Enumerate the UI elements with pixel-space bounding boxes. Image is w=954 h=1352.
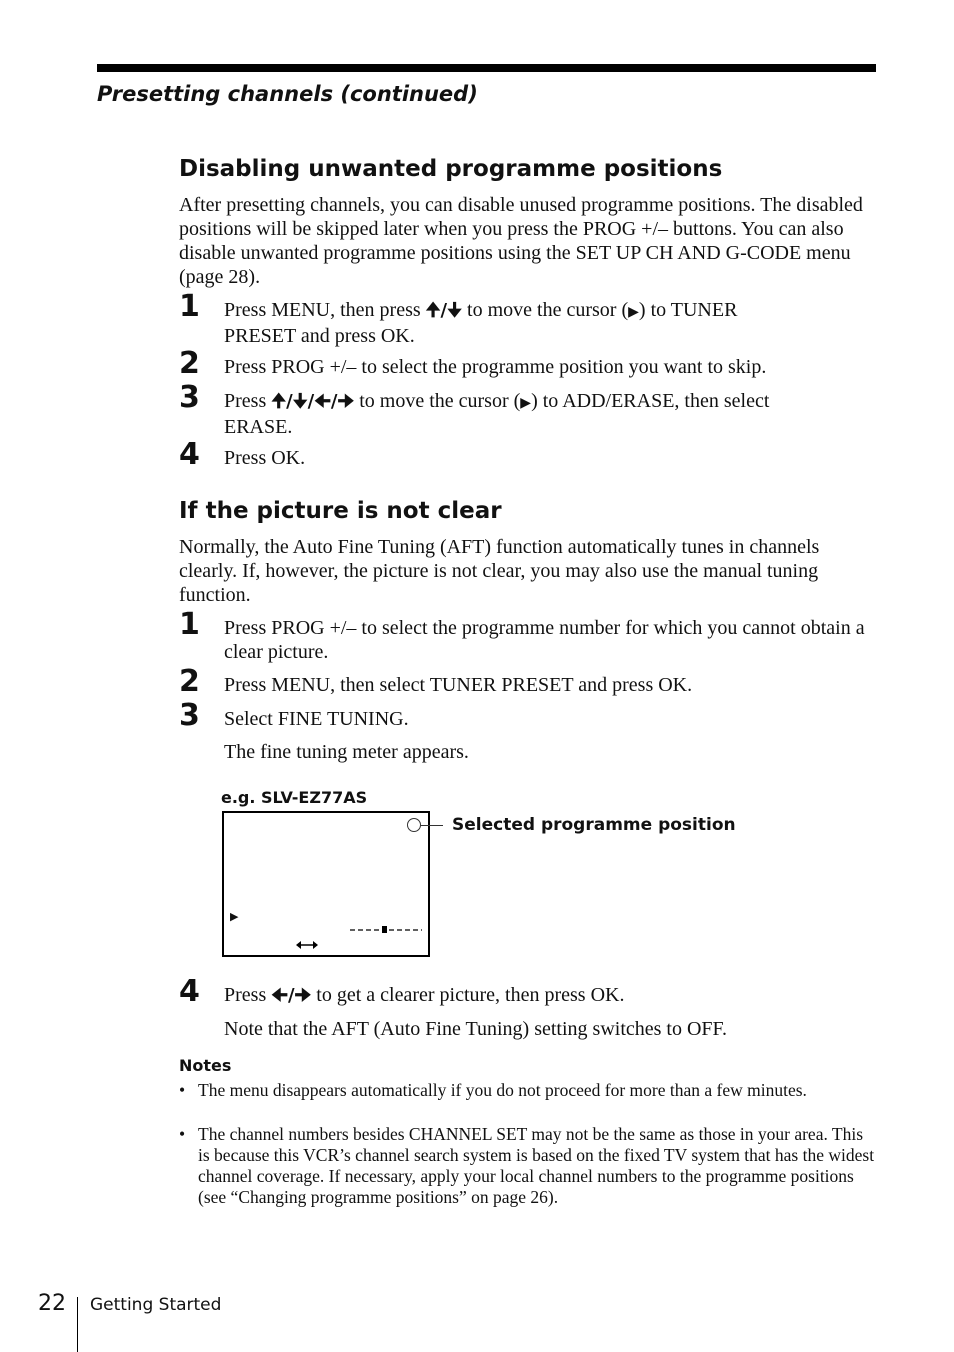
screen-cursor-icon: ▶ [230, 911, 239, 923]
up-down-arrow-icon: 🠉/🠋 [425, 300, 463, 321]
callout-circle-icon [407, 818, 421, 832]
footer-divider [77, 1297, 78, 1352]
bullet-icon: • [179, 1124, 186, 1144]
notes-heading: Notes [179, 1056, 232, 1075]
running-head: Presetting channels (continued) [97, 82, 478, 106]
step-number: 2 [179, 346, 200, 381]
bullet-icon: • [179, 1080, 186, 1100]
page-number: 22 [38, 1291, 66, 1316]
left-right-arrow-icon [296, 939, 318, 951]
step-4-note: Note that the AFT (Auto Fine Tuning) setting switches to OFF. [224, 1018, 728, 1040]
step-number: 1 [179, 289, 200, 324]
figure-example-label: e.g. SLV-EZ77AS [221, 788, 368, 807]
left-right-arrow-icon: 🠈/🠊 [271, 985, 312, 1006]
step-number: 2 [179, 664, 200, 699]
fine-tuning-meter-icon [350, 921, 422, 937]
step-number: 4 [179, 974, 200, 1009]
step-number: 4 [179, 437, 200, 472]
section-intro-disabling: After presetting channels, you can disable unused programme positions. The disabled positions will be skipped later when you press the PROG +/– buttons. You can also disable unwanted programme positions using the SET UP CH AND G-CODE menu (page 28). [179, 194, 863, 288]
step-3-note: The fine tuning meter appears. [224, 741, 469, 763]
four-way-arrow-icon: 🠉/🠋/🠈/🠊 [271, 391, 355, 412]
section-heading-picture-not-clear: If the picture is not clear [179, 498, 502, 524]
step-number: 3 [179, 698, 200, 733]
cursor-icon: ▶ [520, 395, 532, 411]
step-number: 1 [179, 607, 200, 642]
callout-leader-line [421, 825, 443, 826]
footer-section-name: Getting Started [90, 1295, 222, 1315]
section-intro-picture-not-clear: Normally, the Auto Fine Tuning (AFT) function automatically tunes in channels clearly. If, however, the picture is not clear, you may also use the manual tuning function. [179, 536, 820, 606]
cursor-icon: ▶ [628, 304, 639, 320]
section-heading-disabling: Disabling unwanted programme positions [179, 156, 723, 182]
figure-callout: Selected programme position [452, 815, 736, 835]
top-rule [97, 64, 876, 72]
step-number: 3 [179, 380, 200, 415]
